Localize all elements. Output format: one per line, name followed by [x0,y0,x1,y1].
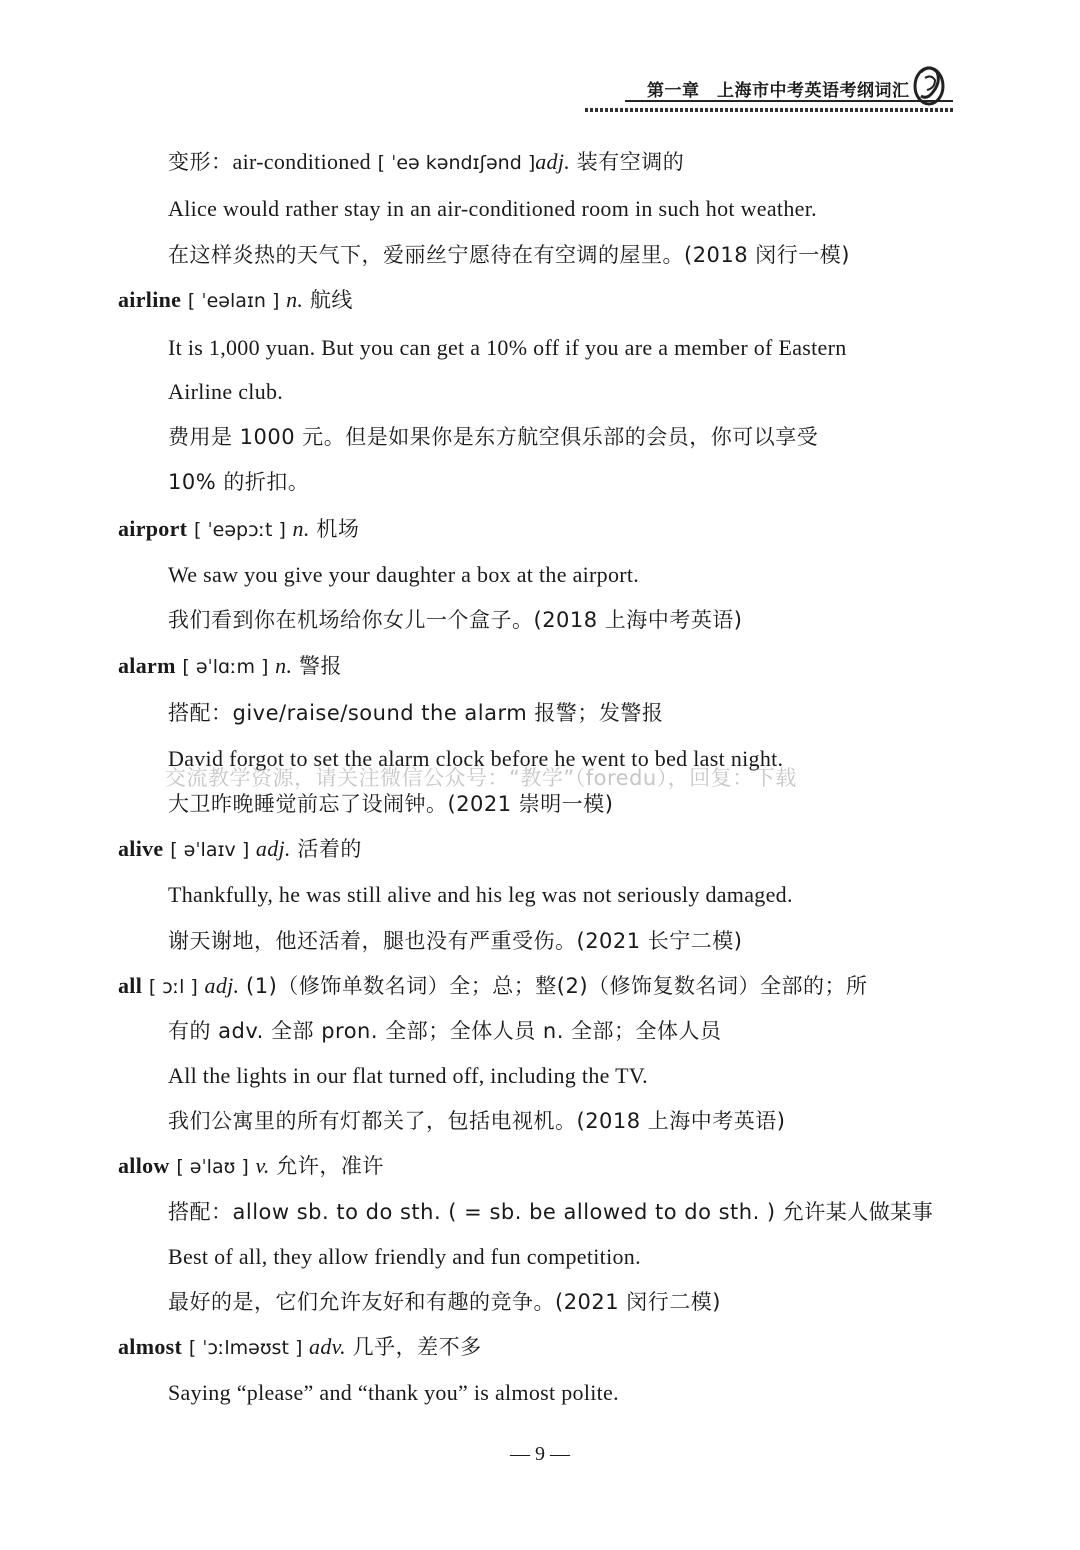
definition: 几乎，差不多 [352,1335,482,1359]
example-text: 费用是 1000 元。但是如果你是东方航空俱乐部的会员，你可以享受 [168,425,819,449]
part-of-speech: v. [255,1153,270,1178]
phonetic: [ ɔːl ] [148,976,198,998]
variant-line [168,148,684,177]
example-text: All the lights in our flat turned off, including the TV. [168,1063,648,1088]
part-of-speech: adj. [535,149,571,174]
example-text: Thankfully, he was still alive and his leg was not seriously damaged. [168,882,793,907]
headword: almost [118,1334,183,1359]
example-line [168,1107,786,1135]
example-text: David forgot to set the alarm clock before he went to bed last night. [168,746,784,771]
phonetic: [ ˈeə kəndɪʃənd ] [377,152,536,174]
example-line [168,927,743,955]
phonetic: [ ˈeəlaɪn ] [187,290,280,312]
example-text: It is 1,000 yuan. But you can get a 10% off if you are a member of Eastern [168,335,847,360]
book-scroll-icon [907,62,951,108]
example-text: 我们看到你在机场给你女儿一个盒子。(2018 上海中考英语) [168,608,743,632]
example-line [168,1062,648,1090]
phonetic: [ əˈlɑːm ] [182,656,269,678]
headword-line [118,972,868,1001]
running-header [585,70,955,120]
definition: 活着的 [297,837,362,861]
example-line [168,1243,641,1271]
example-line [168,699,663,727]
page-number: — 9 — [510,1443,570,1465]
part-of-speech: n. [292,516,310,541]
headword-line [118,652,342,681]
example-line [168,378,283,406]
definition: 允许，准许 [276,1154,384,1178]
example-text: Alice would rather stay in an air-conditioned room in such hot weather. [168,196,817,221]
part-of-speech: adj. [255,836,291,861]
example-text: 10% 的折扣。 [168,470,310,494]
headword: airport [118,516,188,541]
example-text: 我们公寓里的所有灯都关了，包括电视机。(2018 上海中考英语) [168,1109,786,1133]
headword-line [118,1333,482,1362]
example-text: 谢天谢地，他还活着，腿也没有严重受伤。(2021 长宁二模) [168,929,743,953]
example-line [168,1288,721,1316]
definition: 机场 [316,517,360,541]
example-line [168,1017,722,1045]
example-text: Best of all, they allow friendly and fun competition. [168,1244,641,1269]
example-line [168,195,817,223]
example-line [168,334,847,362]
phonetic: [ əˈlaʊ ] [176,1156,249,1178]
example-text: Saying “please” and “thank you” is almost polite. [168,1380,619,1405]
example-text: We saw you give your daughter a box at the airport. [168,562,640,587]
example-line [168,468,309,496]
example-text: 在这样炎热的天气下，爱丽丝宁愿待在有空调的屋里。(2018 闵行一模) [168,243,851,267]
example-line [168,561,639,589]
example-line [168,241,850,269]
phonetic: [ əˈlaɪv ] [170,839,250,861]
headword: airline [118,287,182,312]
headword: alive [118,836,164,861]
definition: (1)（修饰单数名词）全；总；整(2)（修饰复数名词）全部的；所 [246,974,868,998]
example-line [168,606,743,634]
headword: all [118,973,143,998]
example-line [168,881,793,909]
example-line [168,1379,619,1407]
example-text: 大卫昨晚睡觉前忘了设闹钟。(2021 崇明一模) [168,792,614,816]
example-line [168,423,818,451]
headword: alarm [118,653,176,678]
example-text: 最好的是，它们允许友好和有趣的竞争。(2021 闵行二模) [168,1290,722,1314]
example-line [168,1198,933,1226]
chapter-title: 第一章 上海市中考英语考纲词汇 [647,81,910,101]
definition: 装有空调的 [576,150,685,174]
definition: 警报 [298,654,342,678]
headword: allow [118,1153,170,1178]
definition: 航线 [309,288,353,312]
header-rule [585,108,953,112]
watermark-text: 交流教学资源，请关注微信公众号：“教学”（foredu），回复：下载 [165,766,797,790]
part-of-speech: adv. [309,1334,346,1359]
phonetic: [ ˈeəpɔːt ] [194,519,286,541]
headword-line [118,1152,384,1181]
example-text: 搭配：allow sb. to do sth. ( = sb. be allowed to do sth. ) 允许某人做某事 [168,1200,934,1224]
part-of-speech: n. [275,653,293,678]
part-of-speech: n. [286,287,304,312]
headword-line [118,286,353,315]
example-text: 有的 adv. 全部 pron. 全部；全体人员 n. 全部；全体人员 [168,1019,722,1043]
variant-word: air-conditioned [232,149,371,174]
example-text: 搭配：give/raise/sound the alarm 报警；发警报 [168,701,664,725]
example-line [168,790,614,818]
headword-line [118,515,359,544]
example-text: Airline club. [168,379,284,404]
headword-line [118,835,362,864]
variant-label: 变形： [168,150,233,174]
phonetic: [ ˈɔːlməʊst ] [188,1337,303,1359]
part-of-speech: adj. [204,973,240,998]
